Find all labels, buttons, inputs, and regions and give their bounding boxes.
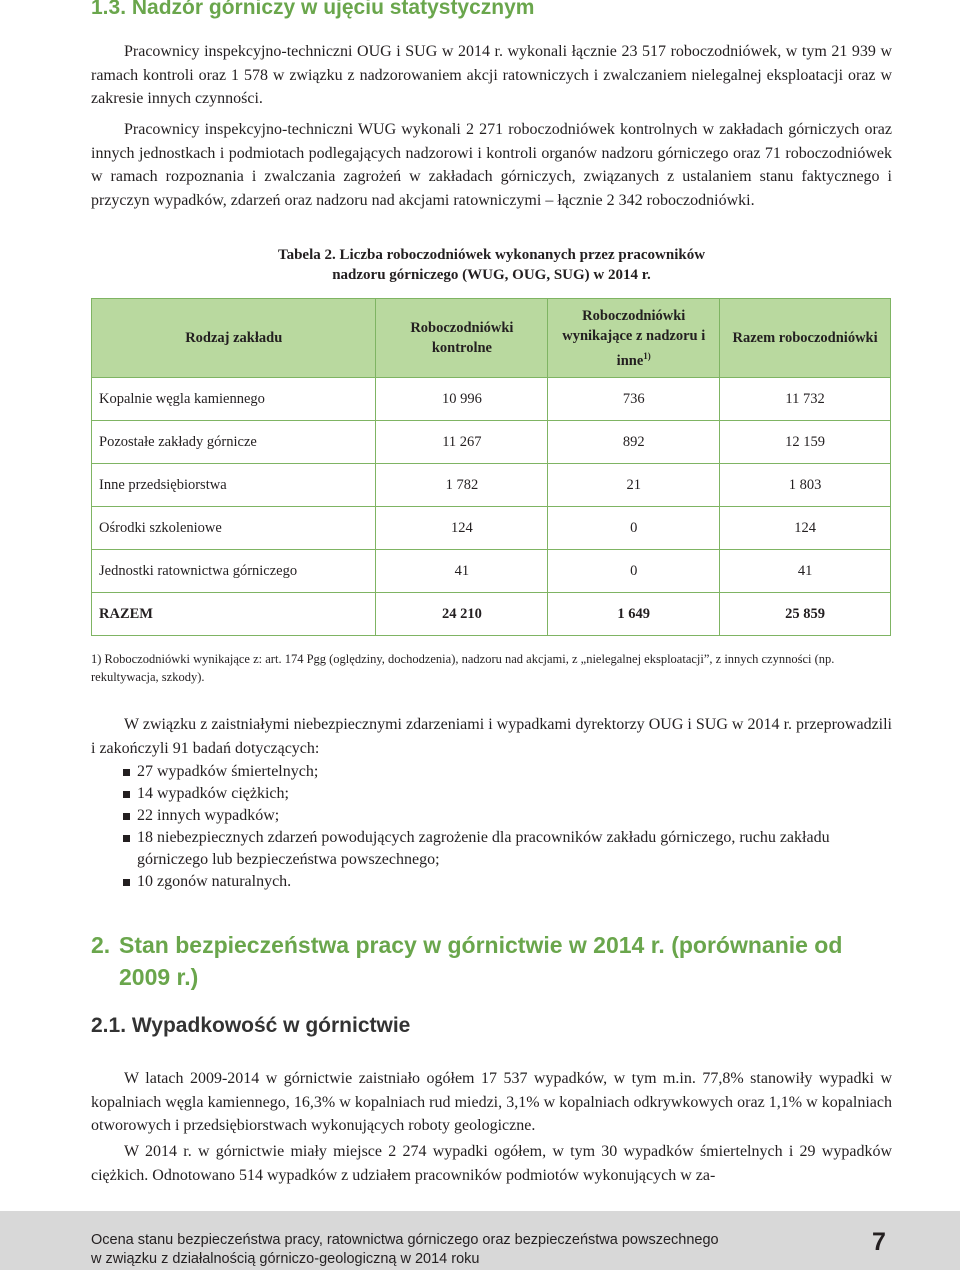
list-item: 22 innych wypadków; <box>91 805 892 827</box>
cell-control: 11 267 <box>376 421 548 464</box>
header-control-workdays <box>376 299 548 378</box>
paragraph-text: W związku z zaistniałymi niebezpiecznymi zdarzeniami i wypadkami dyrektorzy OUG i SUG w 2014 r. przeprowadzili i zakończyli 91 badań dotyczących: <box>91 716 892 757</box>
footnote-marker: 1) <box>643 350 651 361</box>
cell-total: 124 <box>720 507 891 550</box>
table-footnote: 1) Roboczodniówki wynikające z: art. 174 Pgg (oględziny, dochodzenia), nadzoru nad akcjami, z „nielegalnej eksploatacji”, z innych czynności (np. rekultywacja, szkody). <box>91 652 835 684</box>
cell-supervision: 0 <box>548 550 720 593</box>
page-footer <box>0 1211 960 1270</box>
cell-supervision: 892 <box>548 421 720 464</box>
header-supervision-workdays <box>548 299 720 378</box>
cell-supervision: 21 <box>548 464 720 507</box>
cell-control: 10 996 <box>376 378 548 421</box>
section-title-line: 2009 r.) <box>119 964 199 990</box>
table-header-row <box>92 299 891 378</box>
header-plant-type: Rodzaj zakładu <box>92 299 376 378</box>
paragraph-accidents-2009-2014 <box>91 1067 892 1138</box>
paragraph-text: W 2014 r. w górnictwie miały miejsce 2 274 wypadki ogółem, w tym 30 wypadków śmiertelnych i 29 wypadków ciężkich. Odnotowano 514 wypadków z udziałem pracowników podmiotów wykonujących w za- <box>91 1143 892 1184</box>
list-item: 18 niebezpiecznych zdarzeń powodujących zagrożenie dla pracowników zakładu górniczego, ruchu zakładu górniczego lub bezpieczeństwa powszechnego; <box>91 827 892 871</box>
cell-plant-type: Pozostałe zakłady górnicze <box>92 421 376 464</box>
table-total-row <box>92 593 891 636</box>
footer-title <box>91 1231 719 1269</box>
paragraph-text: Pracownicy inspekcyjno-techniczni OUG i SUG w 2014 r. wykonali łącznie 23 517 roboczodniówek, w tym 21 939 w ramach kontroli oraz 1 578 w związku z nadzorowaniem akcji ratowniczych i zwalczaniem nielegalnej eksploatacji oraz w zakresie innych czynności. <box>91 43 892 107</box>
cell-supervision: 0 <box>548 507 720 550</box>
page-number: 7 <box>872 1228 886 1256</box>
investigations-list <box>91 761 892 893</box>
section-heading-2 <box>91 929 871 993</box>
section-title-line: Stan bezpieczeństwa pracy w górnictwie w 2014 r. (porównanie od <box>119 932 843 958</box>
cell-supervision: 736 <box>548 378 720 421</box>
table-row <box>92 507 891 550</box>
section-heading-2-1: 2.1. Wypadkowość w górnictwie <box>91 1014 411 1037</box>
cell-control: 124 <box>376 507 548 550</box>
list-item: 27 wypadków śmiertelnych; <box>91 761 892 783</box>
footer-line: Ocena stanu bezpieczeństwa pracy, ratownictwa górniczego oraz bezpieczeństwa powszechnego <box>91 1232 719 1248</box>
workdays-table <box>91 298 891 636</box>
list-item: 14 wypadków ciężkich; <box>91 783 892 805</box>
list-item: 10 zgonów naturalnych. <box>91 871 892 893</box>
cell-plant-type: Ośrodki szkoleniowe <box>92 507 376 550</box>
cell-total: 1 803 <box>720 464 891 507</box>
cell-plant-type: Kopalnie węgla kamiennego <box>92 378 376 421</box>
table-caption-line: nadzoru górniczego (WUG, OUG, SUG) w 2014 r. <box>332 267 651 283</box>
paragraph-oug-sug <box>91 40 892 111</box>
cell-total-control: 24 210 <box>376 593 548 636</box>
table-caption <box>91 245 892 285</box>
cell-total: 41 <box>720 550 891 593</box>
cell-control: 41 <box>376 550 548 593</box>
footer-line: w związku z działalnością górniczo-geologiczną w 2014 roku <box>91 1251 480 1267</box>
cell-plant-type: Jednostki ratownictwa górniczego <box>92 550 376 593</box>
section-heading-1-3: 1.3. Nadzór górniczy w ujęciu statystycznym <box>91 0 535 19</box>
cell-plant-type: Inne przedsiębiorstwa <box>92 464 376 507</box>
cell-grand-total: 25 859 <box>720 593 891 636</box>
cell-total: 11 732 <box>720 378 891 421</box>
section-number: 2. <box>91 932 111 958</box>
cell-control: 1 782 <box>376 464 548 507</box>
header-total-workdays: Razem roboczodniówki <box>720 299 891 378</box>
paragraph-text: W latach 2009-2014 w górnictwie zaistniało ogółem 17 537 wypadków, w tym m.in. 77,8% stanowiły wypadki w kopalniach węgla kamiennego, 16,3% w kopalniach rud miedzi, 3,1% w kopalniach odkrywkowych oraz 1,1% w kopalniach otworowych i przedsiębiorstwach wykonujących roboty geologiczne. <box>91 1070 892 1134</box>
cell-total-label: RAZEM <box>92 593 376 636</box>
paragraph-text: Pracownicy inspekcyjno-techniczni WUG wykonali 2 271 roboczodniówek kontrolnych w zakładach górniczych oraz innych jednostkach i podmiotach podlegających nadzorowi i kontroli organów nadzoru górniczego oraz 71 roboczodniówek w ramach rozpoznania i zwalczania zagrożeń w zakładach górniczych, związanych z ustalaniem stanu faktycznego i przyczyn wypadków, zdarzeń oraz nadzoru nad akcjami ratowniczymi – łącznie 2 342 roboczodniówki. <box>91 121 892 209</box>
table-row <box>92 378 891 421</box>
cell-total: 12 159 <box>720 421 891 464</box>
paragraph-investigations <box>91 713 892 760</box>
table-caption-line: Tabela 2. Liczba roboczodniówek wykonanych przez pracowników <box>277 247 706 263</box>
cell-total-supervision: 1 649 <box>548 593 720 636</box>
table-row <box>92 550 891 593</box>
paragraph-wug <box>91 118 892 212</box>
header-text: Roboczodniówki kontrolne <box>410 320 514 356</box>
header-text: Roboczodniówki wynikające z nadzoru i inne <box>562 307 706 369</box>
table-row <box>92 464 891 507</box>
paragraph-accidents-2014 <box>91 1140 892 1187</box>
table-row <box>92 421 891 464</box>
